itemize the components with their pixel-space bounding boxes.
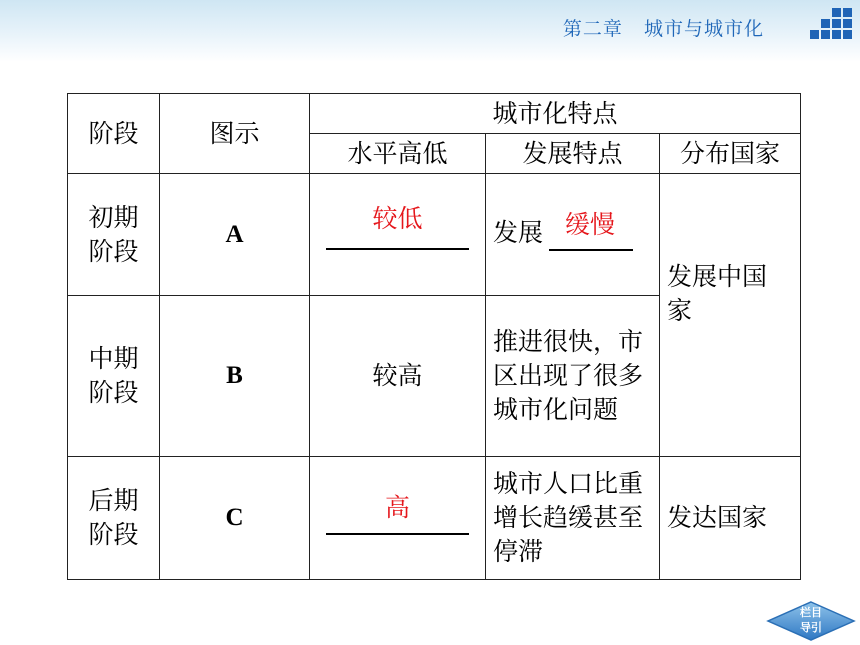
stage-cell bbox=[68, 296, 160, 457]
logo-blocks-icon bbox=[810, 8, 856, 50]
nav-label-2: 导引 bbox=[800, 621, 822, 634]
fill-blank-line bbox=[326, 246, 469, 250]
stage-cell bbox=[68, 174, 160, 296]
header-countries: 分布国家 bbox=[660, 134, 801, 174]
level-cell: 较高 bbox=[310, 296, 486, 457]
header-band bbox=[0, 0, 860, 62]
level-cell bbox=[310, 457, 486, 580]
countries-cell bbox=[660, 174, 801, 457]
features-cell bbox=[486, 296, 660, 457]
nav-label-1: 栏目 bbox=[800, 606, 822, 619]
features-text: 城市人口比重增长趋缓甚至停滞 bbox=[493, 469, 644, 566]
features-text: 推进很快，市区出现了很多城市化问题 bbox=[493, 327, 644, 424]
table-row bbox=[68, 457, 801, 580]
features-cell bbox=[486, 174, 660, 296]
header-level: 水平高低 bbox=[310, 134, 486, 174]
diagram-cell: B bbox=[160, 296, 310, 457]
diagram-cell: C bbox=[160, 457, 310, 580]
stage-cell bbox=[68, 457, 160, 580]
stage-label: 后期阶段 bbox=[88, 486, 139, 549]
header-diagram: 图示 bbox=[160, 94, 310, 174]
header-urbanization-features: 城市化特点 bbox=[310, 94, 801, 134]
level-cell bbox=[310, 174, 486, 296]
features-cell bbox=[486, 457, 660, 580]
features-prefix: 发展 bbox=[493, 218, 544, 247]
stage-label: 初期阶段 bbox=[88, 202, 139, 266]
section-label: 城市与城市化 bbox=[643, 18, 764, 40]
fill-blank-line bbox=[326, 531, 469, 535]
level-answer: 高 bbox=[384, 493, 410, 522]
header-stage: 阶段 bbox=[68, 94, 160, 174]
table-header-row bbox=[68, 94, 801, 134]
urbanization-stages-table bbox=[67, 93, 801, 580]
countries-label: 发展中国家 bbox=[667, 262, 768, 325]
level-answer: 较低 bbox=[372, 204, 423, 233]
chapter-title bbox=[563, 14, 764, 41]
header-features: 发展特点 bbox=[486, 134, 660, 174]
table-row bbox=[68, 174, 801, 296]
section-nav-button[interactable] bbox=[766, 600, 856, 642]
chapter-label: 第二章 bbox=[562, 18, 623, 40]
stage-label: 中期阶段 bbox=[88, 344, 139, 407]
diagram-cell: A bbox=[160, 174, 310, 296]
fill-blank-line bbox=[549, 247, 633, 251]
countries-cell: 发达国家 bbox=[660, 457, 801, 580]
features-answer: 缓慢 bbox=[565, 210, 616, 239]
